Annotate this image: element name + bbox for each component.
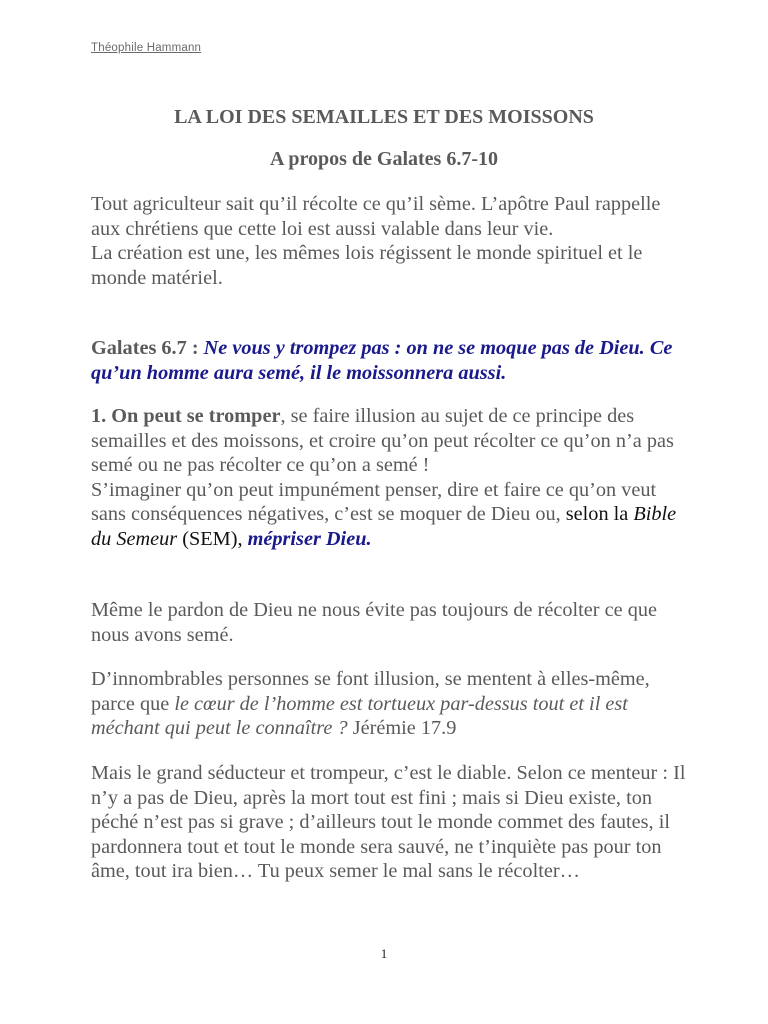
section-1-line2-text: S’imaginer qu’on peut impunément penser, dire et faire ce qu’on veut sans conséquences négatives, c’est se moquer de Dieu ou, (91, 478, 657, 526)
section-1-selon-la: selon la (565, 503, 634, 526)
paragraph-intro-line-1: Tout agriculteur sait qu’il récolte ce qu’il sème. L’apôtre Paul rappelle aux chrétiens que cette loi est aussi valable dans leur vie. (91, 193, 661, 240)
paragraph-illusion (91, 667, 691, 741)
paragraph-intro-line-2: La création est une, les mêmes lois régissent le monde spirituel et le monde matériel. (91, 242, 643, 289)
section-1-text: , se faire illusion au sujet de ce principe des semailles et des moissons, et croire qu’on peut récolter ce qu’on n’a pas semé ou ne pas récolter ce qu’on a semé ! (91, 405, 674, 477)
document-subtitle: A propos de Galates 6.7-10 (270, 148, 498, 170)
author-name: Théophile Hammann (91, 42, 202, 54)
section-1-quote: mépriser Dieu. (247, 527, 372, 550)
jeremie-reference: Jérémie 17.9 (347, 717, 457, 740)
bible-title: Bible du Semeur (91, 503, 677, 550)
illusion-text: D’innombrables personnes se font illusion, se mentent à elles-même, parce que (91, 668, 650, 715)
section-1-second-part (91, 478, 691, 552)
paragraph-intro (91, 192, 691, 290)
paragraph-galates-quote (91, 336, 691, 385)
page-number: 1 (380, 946, 388, 961)
paragraph-seducteur: Mais le grand séducteur et trompeur, c’est le diable. Selon ce menteur : Il n’y a pas de Dieu, après la mort tout est fini ; mais si Dieu existe, ton péché n’est pas si grave ; d’ailleurs tout le monde commet des fautes, il pardonnera tout et tout le monde sera sauvé, ne t’inquiète pas pour ton âme, tout ira bien… Tu peux semer le mal sans le récolter… (91, 762, 686, 883)
paragraph-pardon: Même le pardon de Dieu ne nous évite pas toujours de récolter ce que nous avons semé. (91, 599, 657, 646)
section-1-first-part (91, 404, 691, 478)
scripture-reference: Galates 6.7 : (91, 337, 204, 359)
bible-abbrev: (SEM), (177, 527, 248, 550)
section-1-heading: 1. On peut se tromper (91, 405, 281, 427)
paragraph-section-1 (91, 404, 691, 552)
jeremie-quote: le cœur de l’homme est tortueux par-dessus tout et il est méchant qui peut le connaître ? (91, 692, 628, 740)
document-title: LA LOI DES SEMAILLES ET DES MOISSONS (174, 106, 594, 128)
scripture-quote: Ne vous y trompez pas : on ne se moque pas de Dieu. Ce qu’un homme aura semé, il le moissonnera aussi. (91, 337, 673, 384)
